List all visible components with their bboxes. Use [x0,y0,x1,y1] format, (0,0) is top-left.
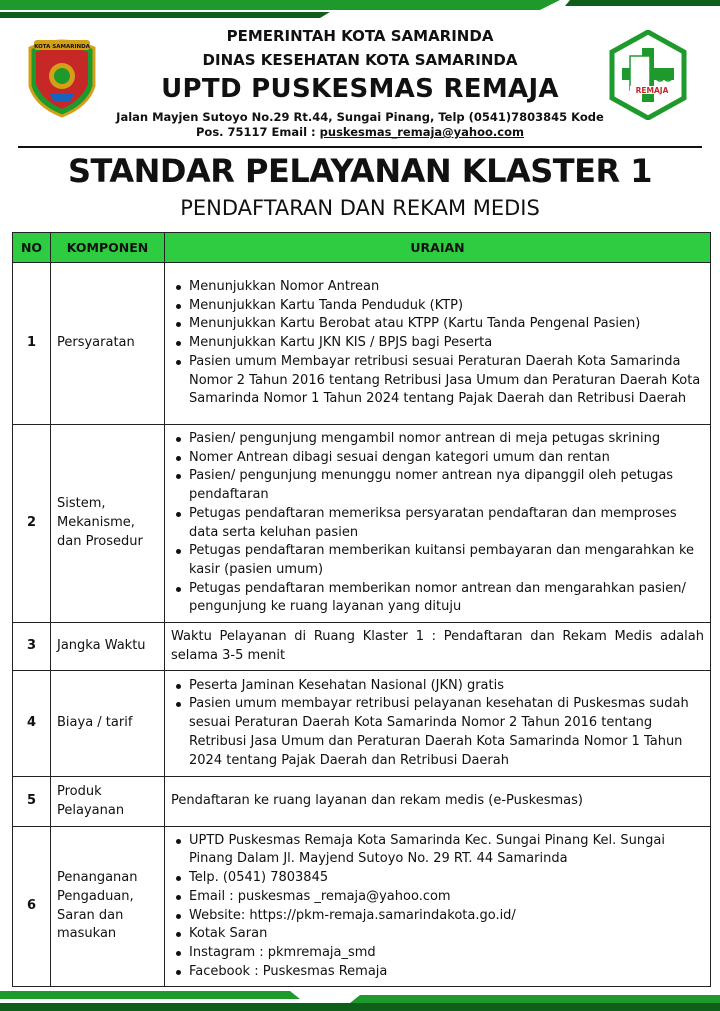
row-component: Penanganan Pengaduan, Saran dan masukan [51,827,165,987]
list-item: Menunjukkan Kartu Berobat atau KTPP (Kartu Tanda Pengenal Pasien) [171,315,704,334]
document-title: STANDAR PELAYANAN KLASTER 1 [67,152,653,190]
row-component: Sistem, Mekanisme, dan Prosedur [51,425,165,623]
list-item: Instagram : pkmremaja_smd [171,944,704,963]
list-item: UPTD Puskesmas Remaja Kota Samarinda Kec. Sungai Pinang Kel. Sungai Pinang Dalam Jl. Mayjend Sutoyo No. 29 RT. 44 Samarinda [171,832,704,869]
row-component: Produk Pelayanan [51,777,165,827]
row-number: 1 [13,263,51,425]
document-subtitle: PENDAFTARAN DAN REKAM MEDIS [180,196,540,220]
header-institution-title: UPTD PUSKESMAS REMAJA [161,74,559,104]
header-divider [18,146,702,148]
row-description [165,425,711,623]
header-government-line: PEMERINTAH KOTA SAMARINDA [226,27,494,45]
table-row [13,623,711,671]
table-row [13,671,711,777]
list-item: Pasien umum membayar retribusi pelayanan kesehatan di Puskesmas sudah sesuai Peraturan Daerah Kota Samarinda Nomor 2 Tahun 2016 tentang Retribusi Jasa Umum dan Peraturan Daerah Kota Samarinda Nomor 1 Tahun 2024 tentang Pajak Daerah dan Retribusi Daerah [171,695,704,770]
bottom-decorative-stripes [0,985,720,1011]
list-item: Facebook : Puskesmas Remaja [171,963,704,982]
list-item: Menunjukkan Kartu JKN KIS / BPJS bagi Peserta [171,334,704,353]
row-number: 5 [13,777,51,827]
list-item: Pasien umum Membayar retribusi sesuai Peraturan Daerah Kota Samarinda Nomor 2 Tahun 2016 tentang Retribusi Jasa Umum dan Peraturan Daerah Kota Samarinda Nomor 1 Tahun 2024 tentang Pajak Daerah dan Retribusi Daerah [171,353,704,409]
list-item: Petugas pendaftaran memeriksa persyaratan pendaftaran dan memproses data serta keluhan pasien [171,505,704,542]
table-row [13,827,711,987]
column-header-no: NO [13,233,51,263]
row-description [165,827,711,987]
list-item: Menunjukkan Kartu Tanda Penduduk (KTP) [171,297,704,316]
list-item: Telp. (0541) 7803845 [171,869,704,888]
logo-lettering: REMAJA [635,86,669,95]
row-component: Jangka Waktu [51,623,165,671]
list-item: Pasien/ pengunjung mengambil nomor antrean di meja petugas skrining [171,430,704,449]
row-description [165,263,711,425]
letterhead [0,18,720,148]
row-description: Waktu Pelayanan di Ruang Klaster 1 : Pendaftaran dan Rekam Medis adalah selama 3-5 menit [165,623,711,671]
row-component: Persyaratan [51,263,165,425]
crest-lettering: KOTA SAMARINDA [34,44,90,50]
list-item: Petugas pendaftaran memberikan nomor antrean dan mengarahkan pasien/ pengunjung ke ruang layanan yang dituju [171,580,704,617]
row-number: 2 [13,425,51,623]
table-row [13,777,711,827]
row-description: Pendaftaran ke ruang layanan dan rekam medis (e-Puskesmas) [165,777,711,827]
table-header-row [13,233,711,263]
list-item: Website: https://pkm-remaja.samarindakota.go.id/ [171,907,704,926]
column-header-komponen: KOMPONEN [51,233,165,263]
row-number: 6 [13,827,51,987]
row-number: 3 [13,623,51,671]
list-item: Menunjukkan Nomor Antrean [171,278,704,297]
row-component: Biaya / tarif [51,671,165,777]
list-item: Nomer Antrean dibagi sesuai dengan kategori umum dan rentan [171,449,704,468]
table-row [13,425,711,623]
header-postal-prefix: Pos. 75117 Email : [196,125,320,139]
header-email-link[interactable]: puskesmas_remaja@yahoo.com [319,125,524,139]
list-item: Petugas pendaftaran memberikan kuitansi pembayaran dan mengarahkan ke kasir (pasien umum) [171,542,704,579]
service-standard-table [12,232,711,987]
header-department-line: DINAS KESEHATAN KOTA SAMARINDA [202,51,518,69]
list-item: Kotak Saran [171,925,704,944]
list-item: Pasien/ pengunjung menunggu nomer antrean nya dipanggil oleh petugas pendaftaran [171,467,704,504]
row-number: 4 [13,671,51,777]
header-address-line: Jalan Mayjen Sutoyo No.29 Rt.44, Sungai Pinang, Telp (0541)7803845 Kode [116,110,604,124]
puskesmas-remaja-logo-icon [608,30,688,120]
table-row [13,263,711,425]
list-item: Email : puskesmas _remaja@yahoo.com [171,888,704,907]
row-description [165,671,711,777]
list-item: Peserta Jaminan Kesehatan Nasional (JKN) gratis [171,677,704,696]
header-address-line-2 [0,125,720,139]
column-header-uraian: URAIAN [165,233,711,263]
